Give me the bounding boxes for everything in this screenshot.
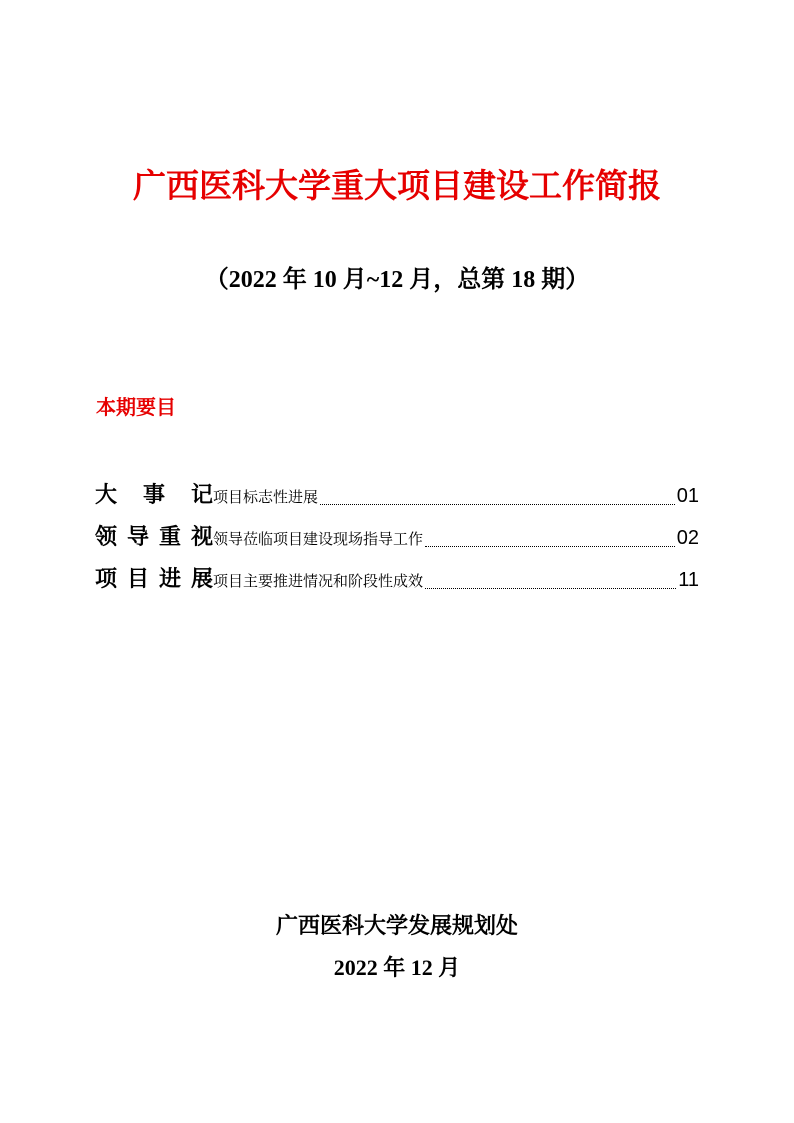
issue-subtitle: （2022 年 10 月~12 月，总第 18 期）: [204, 267, 590, 293]
toc-entry-leadership[interactable]: [95, 516, 699, 558]
toc-category-char: 视: [190, 524, 213, 550]
toc-page-number: 11: [678, 569, 699, 591]
toc-description: 项目标志性进展: [213, 488, 319, 506]
toc-category-char: 领: [95, 524, 118, 550]
table-of-contents: [95, 474, 699, 600]
toc-category-char: 进: [158, 566, 181, 592]
section-heading: 本期要目: [96, 395, 176, 419]
toc-category: [95, 480, 213, 510]
toc-category-char: 重: [158, 524, 181, 550]
toc-category: [95, 522, 213, 552]
toc-category-char: 目: [126, 566, 149, 592]
footer-organization: 广西医科大学发展规划处: [275, 913, 518, 939]
toc-page-number: 02: [676, 527, 699, 549]
toc-page-number: 01: [676, 485, 699, 507]
toc-dot-leader: [425, 546, 675, 547]
toc-category-char: 大: [95, 482, 118, 508]
toc-dot-leader: [320, 504, 675, 505]
toc-category-char: 展: [190, 566, 213, 592]
toc-description: 项目主要推进情况和阶段性成效: [213, 572, 424, 590]
document-title: 广西医科大学重大项目建设工作简报: [133, 166, 661, 205]
toc-entry-progress[interactable]: [95, 558, 699, 600]
toc-dot-leader: [425, 588, 676, 589]
toc-category-char: 导: [126, 524, 149, 550]
footer-date: 2022 年 12 月: [333, 955, 461, 980]
toc-category-char: 事: [142, 482, 165, 508]
toc-category-char: 记: [190, 482, 213, 508]
toc-category-char: 项: [95, 566, 118, 592]
toc-description: 领导莅临项目建设现场指导工作: [213, 530, 424, 548]
toc-entry-events[interactable]: [95, 474, 699, 516]
toc-category: [95, 564, 213, 594]
